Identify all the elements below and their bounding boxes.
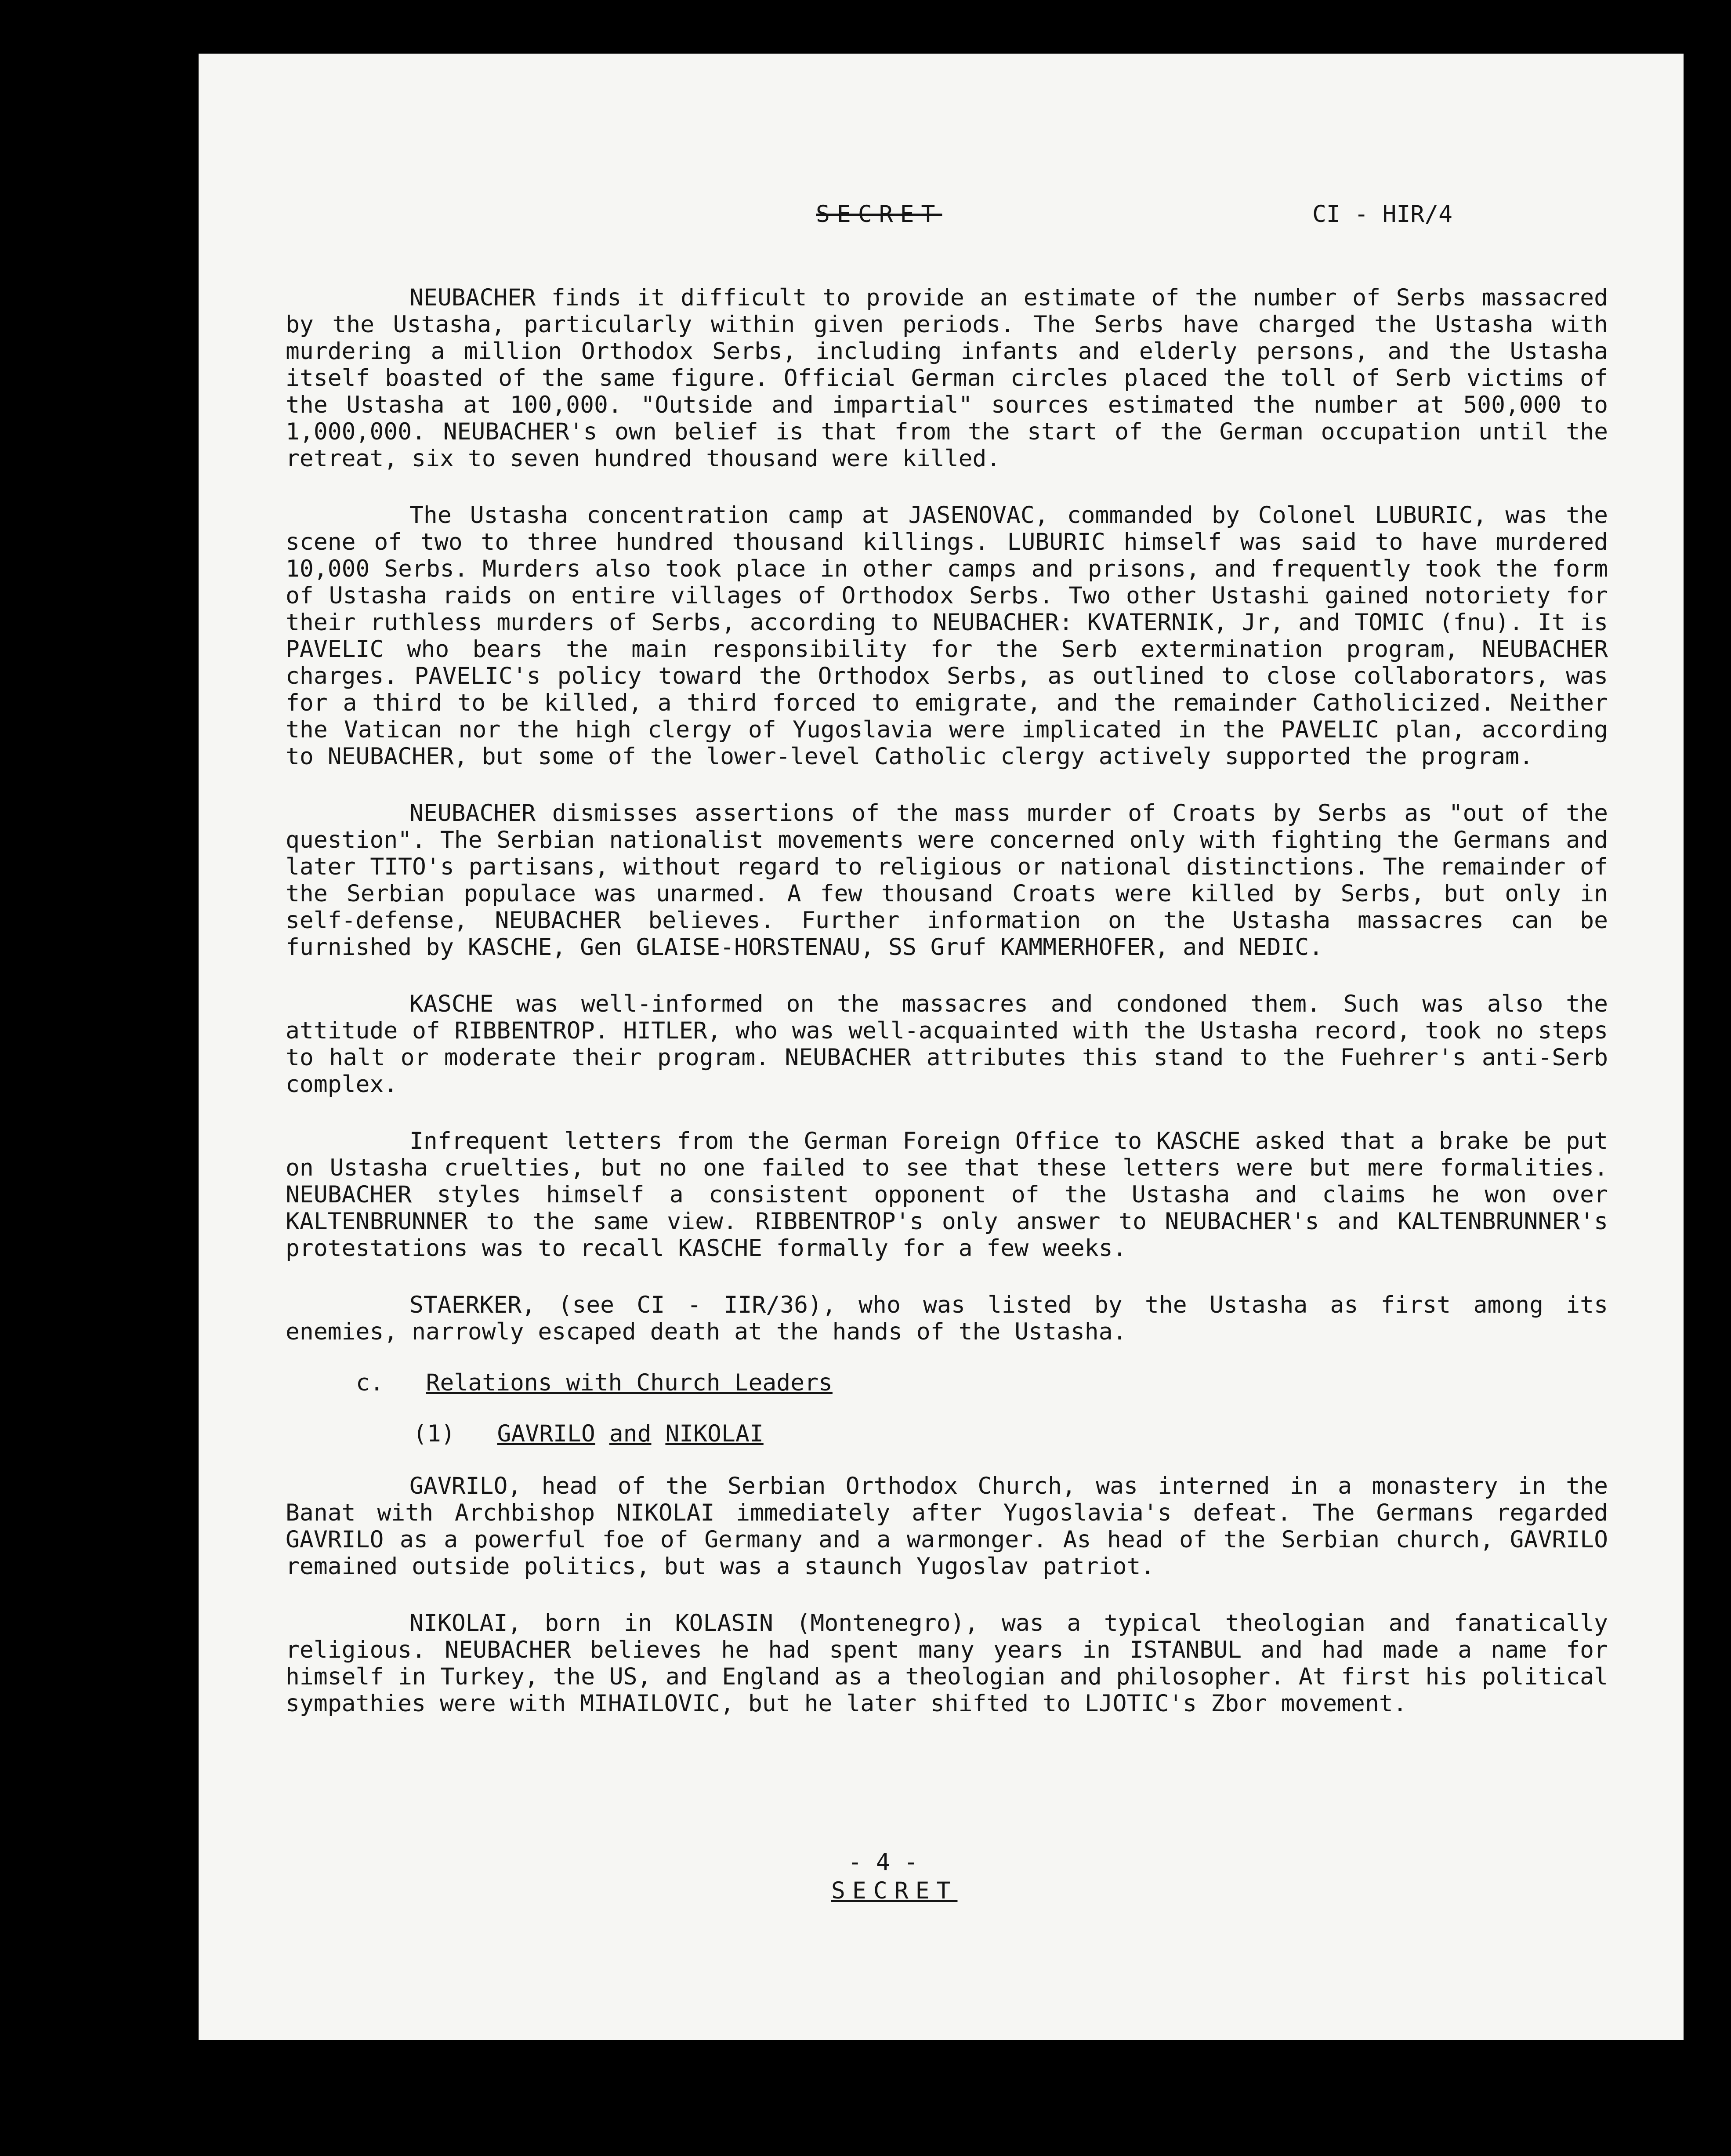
paragraph-7: GAVRILO, head of the Serbian Orthodox Church, was interned in a monastery in the Banat with Archbishop NIKOLAI immediately after Yugoslavia's defeat. The Germans regarded GAVRILO as a powerful foe of Germany and a warmonger. As head of the Serbian church, GAVRILO remained outside politics, but was a staunch Yugoslav patriot.	[286, 1473, 1608, 1580]
page-header	[199, 201, 1684, 236]
document-page	[199, 54, 1684, 2040]
page-number: - 4 -	[848, 1849, 918, 1876]
document-reference: CI - HIR/4	[1312, 201, 1453, 228]
subsection-joiner: and	[609, 1420, 652, 1447]
subsection-name-b: NIKOLAI	[665, 1420, 764, 1447]
section-heading-c	[286, 1369, 1608, 1396]
paragraph-6: STAERKER, (see CI - IIR/36), who was listed by the Ustasha as first among its enemies, narrowly escaped death at the hands of the Ustasha.	[286, 1292, 1608, 1345]
classification-stamp-bottom: SECRET	[831, 1877, 958, 1904]
paragraph-8: NIKOLAI, born in KOLASIN (Montenegro), was a typical theologian and fanatically religious. NEUBACHER believes he had spent many years in ISTANBUL and had made a name for himself in Turkey, the US, and England as a theologian and philosopher. At first his political sympathies were with MIHAILOVIC, but he later shifted to LJOTIC's Zbor movement.	[286, 1610, 1608, 1717]
subsection-name-a: GAVRILO	[497, 1420, 595, 1447]
classification-stamp-top: SECRET	[816, 201, 942, 228]
paragraph-4: KASCHE was well-informed on the massacres and condoned them. Such was also the attitude of RIBBENTROP. HITLER, who was well-acquainted with the Ustasha record, took no steps to halt or moderate their program. NEUBACHER attributes this stand to the Fuehrer's anti-Serb complex.	[286, 991, 1608, 1098]
subsection-heading-1	[286, 1420, 1608, 1447]
section-title: Relations with Church Leaders	[426, 1369, 833, 1396]
subsection-number: (1)	[413, 1420, 455, 1447]
section-number: c.	[356, 1369, 384, 1396]
paragraph-5: Infrequent letters from the German Foreign Office to KASCHE asked that a brake be put on Ustasha cruelties, but no one failed to see that these letters were but mere formalities. NEUBACHER styles himself a consistent opponent of the Ustasha and claims he won over KALTENBRUNNER to the same view. RIBBENTROP's only answer to NEUBACHER's and KALTENBRUNNER's protestations was to recall KASCHE formally for a few weeks.	[286, 1128, 1608, 1262]
paragraph-2: The Ustasha concentration camp at JASENOVAC, commanded by Colonel LUBURIC, was the scene of two to three hundred thousand killings. LUBURIC himself was said to have murdered 10,000 Serbs. Murders also took place in other camps and prisons, and frequently took the form of Ustasha raids on entire villages of Orthodox Serbs. Two other Ustashi gained notoriety for their ruthless murders of Serbs, according to NEUBACHER: KVATERNIK, Jr, and TOMIC (fnu). It is PAVELIC who bears the main responsibility for the Serb extermination program, NEUBACHER charges. PAVELIC's policy toward the Orthodox Serbs, as outlined to close collaborators, was for a third to be killed, a third forced to emigrate, and the remainder Catholicized. Neither the Vatican nor the high clergy of Yugoslavia were implicated in the PAVELIC plan, according to NEUBACHER, but some of the lower-level Catholic clergy actively supported the program.	[286, 502, 1608, 770]
paragraph-3: NEUBACHER dismisses assertions of the mass murder of Croats by Serbs as "out of the question". The Serbian nationalist movements were concerned only with fighting the Germans and later TITO's partisans, without regard to religious or national distinctions. The remainder of the Serbian populace was unarmed. A few thousand Croats were killed by Serbs, but only in self-defense, NEUBACHER believes. Further information on the Ustasha massacres can be furnished by KASCHE, Gen GLAISE-HORSTENAU, SS Gruf KAMMERHOFER, and NEDIC.	[286, 800, 1608, 961]
paragraph-1: NEUBACHER finds it difficult to provide an estimate of the number of Serbs massacred by the Ustasha, particularly within given periods. The Serbs have charged the Ustasha with murdering a million Orthodox Serbs, including infants and elderly persons, and the Ustasha itself boasted of the same figure. Official German circles placed the toll of Serb victims of the Ustasha at 100,000. "Outside and impartial" sources estimated the number at 500,000 to 1,000,000. NEUBACHER's own belief is that from the start of the German occupation until the retreat, six to seven hundred thousand were killed.	[286, 284, 1608, 472]
document-body	[286, 284, 1608, 1717]
